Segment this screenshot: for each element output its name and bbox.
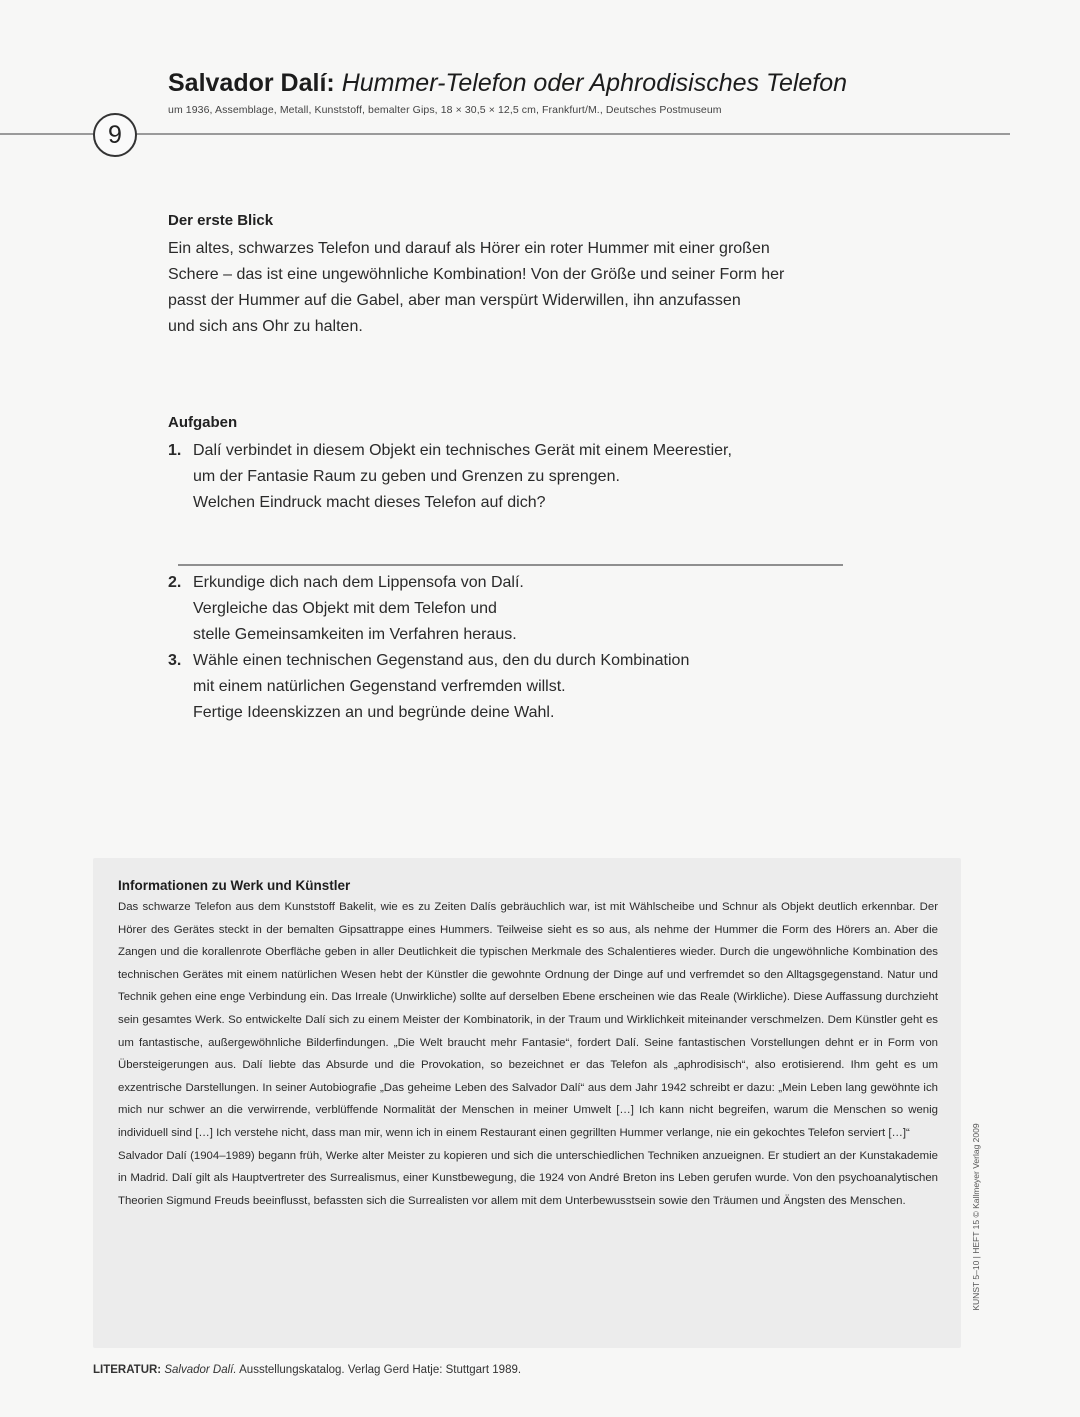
task-line: mit einem natürlichen Gegenstand verfremden willst. <box>193 678 566 695</box>
info-heading: Informationen zu Werk und Künstler <box>118 878 351 893</box>
literature-label: LITERATUR: <box>93 1364 162 1376</box>
info-box <box>93 858 961 1348</box>
task-number: 1. <box>168 442 182 459</box>
task-line: stelle Gemeinsamkeiten im Verfahren heraus. <box>193 626 517 643</box>
task-line: Dalí verbindet in diesem Objekt ein technisches Gerät mit einem Meerestier, <box>193 442 732 459</box>
tasks-heading: Aufgaben <box>168 414 238 431</box>
task-number: 2. <box>168 574 182 591</box>
task-item-2 <box>168 570 868 648</box>
literature-title: Salvador Dalí. <box>164 1364 237 1376</box>
first-look-line: und sich ans Ohr zu halten. <box>168 318 363 335</box>
info-content <box>118 878 938 1212</box>
first-look-line: Schere – das ist eine ungewöhnliche Kombination! Von der Größe und seiner Form her <box>168 266 785 283</box>
artist-name: Salvador Dalí: <box>168 69 335 97</box>
header-divider <box>0 133 1010 135</box>
task-line: Erkundige dich nach dem Lippensofa von Dalí. <box>193 574 524 591</box>
literature-details: Ausstellungskatalog. Verlag Gerd Hatje: Stuttgart 1989. <box>239 1364 522 1376</box>
first-look-text <box>168 236 888 340</box>
task-line: Fertige Ideenskizzen an und begründe deine Wahl. <box>193 704 555 721</box>
page-title <box>168 66 847 100</box>
task-item-3 <box>168 648 868 726</box>
work-title: Hummer-Telefon oder Aphrodisisches Telefon <box>341 69 848 97</box>
info-paragraph-artist: Salvador Dalí (1904–1989) begann früh, Werke alter Meister zu kopieren und sich die unterschiedlichen Techniken anzueignen. Er studiert an der Kunstakademie in Madrid. Dalí gilt als Hauptvertreter des Surrealismus, einer Kunstbewegung, die 1924 von André Breton ins Leben gerufen wurde. Von den psychoanalytischen Theorien Sigmund Freuds beeinflusst, befassten sich die Surrealisten vor allem mit dem Unterbewusstsein sowie den Träumen und Ängsten des Menschen. <box>118 1149 938 1207</box>
first-look-heading: Der erste Blick <box>168 212 274 229</box>
first-look-line: passt der Hummer auf die Gabel, aber man verspürt Widerwillen, ihn anzufassen <box>168 292 741 309</box>
literature-reference <box>93 1364 521 1376</box>
task-item-1 <box>168 438 868 516</box>
task-line: Wähle einen technischen Gegenstand aus, den du durch Kombination <box>193 652 690 669</box>
publisher-credit: KUNST 5–10 | HEFT 15 © Kallmeyer Verlag 2009 <box>971 1123 981 1311</box>
work-details: um 1936, Assemblage, Metall, Kunststoff, bemalter Gips, 18 × 30,5 × 12,5 cm, Frankfurt/M., Deutsches Postmuseum <box>168 104 722 116</box>
task-list <box>168 438 868 726</box>
task-line: um der Fantasie Raum zu geben und Grenzen zu sprengen. <box>193 468 620 485</box>
info-paragraph-work: Das schwarze Telefon aus dem Kunststoff Bakelit, wie es zu Zeiten Dalís gebräuchlich war, ist mit Wählscheibe und Schnur als Objekt deutlich erkennbar. Der Hörer des Gerätes steckt in der bemalten Gipsattrappe eines Hummers. Teilweise sieht es so aus, als nehme der Hummer die Form des Hörers an. Aber die Zangen und die korallenrote Oberfläche geben in aller Deutlichkeit die typischen Merkmale des Schalentieres wieder. Durch die ungewöhnliche Kombination des technischen Gerätes mit einem natürlichen Wesen hebt der Künstler die gewohnte Ordnung der Dinge auf und verfremdet so den Alltagsgegenstand. Natur und Technik gehen eine enge Verbindung ein. Das Irreale (Unwirkliche) sollte auf derselben Ebene erscheinen wie das Reale (Wirkliche). Diese Auffassung durchzieht sein gesamtes Werk. So entwickelte Dalí sich zu einem Meister der Kombinatorik, in der Traum und Wirklichkeit miteinander verschmelzen. Dem Künstler geht es um fantastische, außergewöhnliche Bilderfindungen. „Die Welt braucht mehr Fantasie“, fordert Dalí. Seine fantastischen Vorstellungen dehnt er in Form von Übersteigerungen aus. Dalí liebte das Absurde und die Provokation, so bezeichnet er das Telefon als „aphrodisisch“, also erotisierend. Ihm geht es um exzentrische Darstellungen. In seiner Autobiografie „Das geheime Leben des Salvador Dalí“ aus dem Jahr 1942 schreibt er dazu: „Mein Leben lang gewöhnte ich mich nur schwer an die verwirrende, verblüffende Normalität der Menschen in meiner Umwelt […] Ich kann nicht begreifen, warum die Menschen so wenig individuell sind […] Ich verstehe nicht, dass man mir, wenn ich in einem Restaurant einen gegrillten Hummer verlange, nie ein gekochtes Telefon serviert […]“ <box>118 901 938 1139</box>
page-number-badge: 9 <box>93 113 137 157</box>
first-look-line: Ein altes, schwarzes Telefon und darauf als Hörer ein roter Hummer mit einer großen <box>168 240 770 257</box>
task-line: Welchen Eindruck macht dieses Telefon auf dich? <box>193 494 546 511</box>
task-number: 3. <box>168 652 182 669</box>
task-line: Vergleiche das Objekt mit dem Telefon und <box>193 600 497 617</box>
